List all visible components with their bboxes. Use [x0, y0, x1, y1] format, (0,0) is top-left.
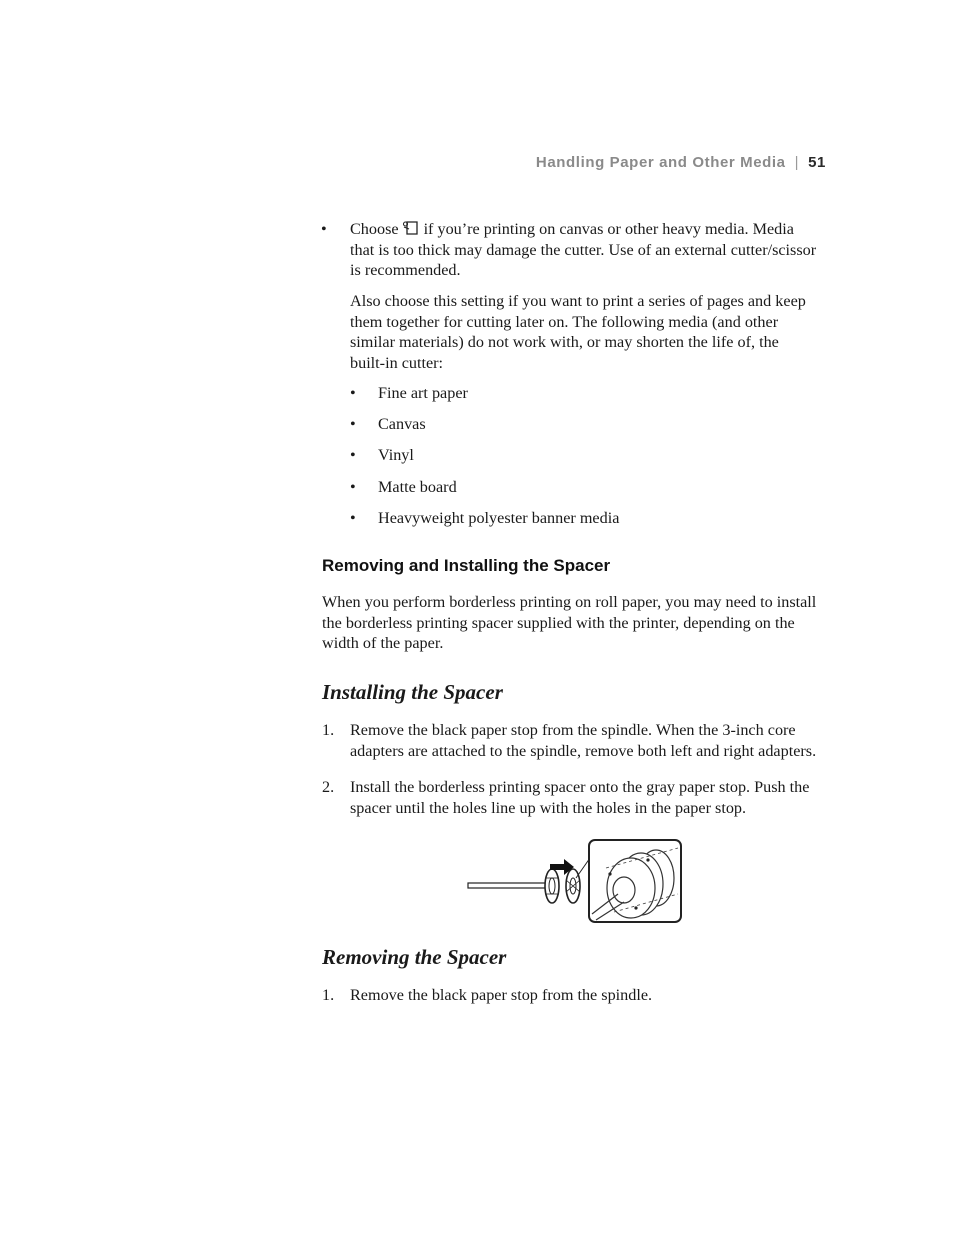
step-number: 1.: [322, 986, 335, 1004]
list-item: Heavyweight polyester banner media: [378, 509, 620, 527]
bullet-marker: •: [350, 478, 356, 496]
bullet-marker: •: [350, 509, 356, 527]
bullet-marker: •: [350, 384, 356, 402]
spacer-installation-illustration: [466, 838, 684, 926]
header-separator: |: [794, 154, 800, 171]
running-header: [536, 154, 826, 171]
step-line: Remove the black paper stop from the spindle. When the 3-inch core: [350, 721, 796, 739]
step-number: 1.: [322, 721, 335, 739]
cut-option-paragraph: [350, 219, 840, 281]
install-step-2: [350, 777, 850, 818]
remove-step-1: [350, 985, 850, 1006]
list-item: Matte board: [378, 478, 457, 496]
installing-heading: Installing the Spacer: [322, 680, 503, 704]
section-heading: Removing and Installing the Spacer: [322, 556, 611, 575]
bullet-marker: •: [321, 220, 327, 238]
intro-line-1: When you perform borderless printing on roll paper, you may need to install: [322, 593, 817, 611]
section-title: Handling Paper and Other Media: [535, 154, 786, 171]
removing-heading: Removing the Spacer: [322, 945, 507, 969]
step-line: spacer until the holes line up with the holes in the paper stop.: [350, 798, 747, 817]
cut-sheet-icon: [402, 220, 420, 236]
also-line-2: them together for cutting later on. The following media (and other: [350, 312, 779, 331]
intro-paragraph: [322, 592, 842, 654]
list-item: Fine art paper: [378, 384, 468, 402]
bullet-marker: •: [350, 415, 356, 433]
step-number: 2.: [322, 778, 335, 796]
step-line: adapters are attached to the spindle, remove both left and right adapters.: [350, 741, 817, 760]
step-line: Install the borderless printing spacer onto the gray paper stop. Push the: [350, 778, 810, 796]
bullet-marker: •: [350, 446, 356, 464]
intro-line-2: the borderless printing spacer supplied with the printer, depending on the: [322, 613, 795, 632]
also-line-4: built-in cutter:: [350, 353, 444, 372]
list-item: Canvas: [378, 415, 426, 433]
also-line-3: similar materials) do not work with, or may shorten the life of, the: [350, 333, 779, 351]
cut-line-2: that is too thick may damage the cutter. Use of an external cutter/scissor: [350, 240, 817, 259]
spindle-shaft: [468, 883, 548, 888]
install-step-1: [350, 720, 850, 761]
cut-line-3: is recommended.: [350, 261, 461, 279]
intro-line-3: width of the paper.: [322, 634, 444, 652]
choose-text: Choose: [350, 220, 399, 238]
choose-text-continued: if you’re printing on canvas or other heavy media. Media: [423, 220, 794, 238]
list-item: Vinyl: [378, 446, 414, 464]
step-line: Remove the black paper stop from the spindle.: [350, 986, 653, 1004]
also-choose-paragraph: [350, 291, 840, 373]
also-line-1: Also choose this setting if you want to print a series of pages and keep: [350, 292, 806, 310]
paper-stop-left: [545, 869, 559, 903]
page-number: 51: [808, 154, 826, 171]
